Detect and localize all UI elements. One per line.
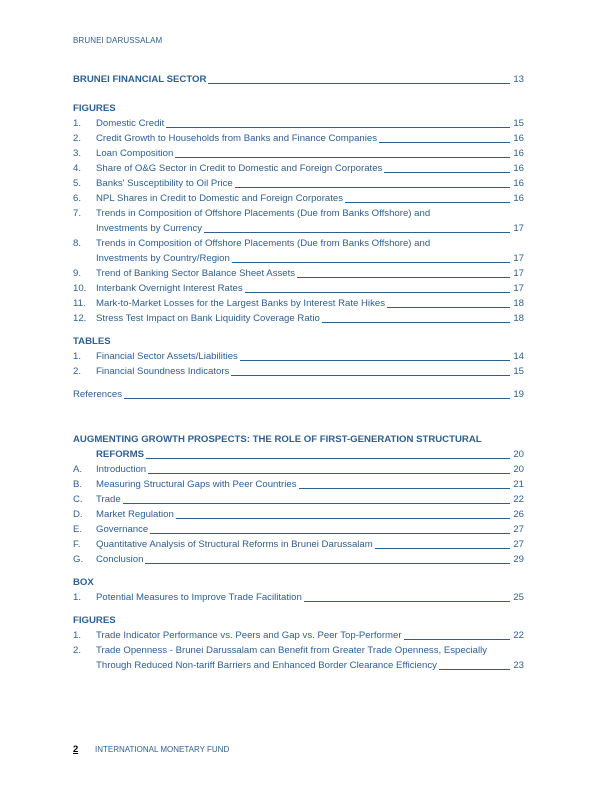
entry-title: Financial Soundness Indicators [96, 366, 230, 377]
entry-title: Measuring Structural Gaps with Peer Countries [96, 479, 297, 490]
entry-title: Credit Growth to Households from Banks and Finance Companies [96, 133, 378, 144]
entry-number: 2. [73, 645, 82, 656]
entry-title: Domestic Credit [96, 118, 165, 129]
entry-title: Governance [96, 524, 149, 535]
entry-number: 1. [73, 630, 82, 641]
toc-entry-figure[interactable] [73, 191, 524, 206]
toc-entry-figure[interactable] [73, 236, 524, 266]
entry-letter: E. [73, 524, 83, 535]
toc-entry-figure[interactable] [73, 146, 524, 161]
entry-title-line2: Investments by Currency [96, 223, 203, 234]
toc-entry-figure[interactable] [73, 628, 524, 643]
page-number: 16 [513, 163, 524, 174]
entry-title-line2: Investments by Country/Region [96, 253, 230, 264]
dot-leader [232, 262, 510, 263]
entry-number: 5. [73, 178, 82, 189]
footer-publisher: INTERNATIONAL MONETARY FUND [95, 745, 230, 754]
dot-leader [176, 518, 510, 519]
page-number: 15 [513, 366, 524, 377]
toc-entry-subsection[interactable] [73, 492, 524, 507]
page-number: 16 [513, 133, 524, 144]
section-title: BRUNEI FINANCIAL SECTOR [73, 74, 207, 85]
page-number: 20 [513, 464, 524, 475]
entry-title: Mark-to-Market Losses for the Largest Banks by Interest Rate Hikes [96, 298, 385, 309]
dot-leader [299, 488, 511, 489]
entry-title: Banks' Susceptibility to Oil Price [96, 178, 233, 189]
entry-title: Potential Measures to Improve Trade Facilitation [96, 592, 302, 603]
page-number: 19 [513, 389, 524, 400]
dot-leader [439, 669, 510, 670]
page-number: 21 [513, 479, 524, 490]
toc-entry-subsection[interactable] [73, 522, 524, 537]
entry-title: Conclusion [96, 554, 144, 565]
page-number: 26 [513, 509, 524, 520]
toc-entry-subsection[interactable] [73, 537, 524, 552]
dot-leader [322, 322, 510, 323]
page-number: 20 [513, 449, 524, 460]
page-number: 16 [513, 193, 524, 204]
dot-leader [124, 398, 510, 399]
toc-entry-subsection[interactable] [73, 477, 524, 492]
dot-leader [166, 127, 510, 128]
entry-number: 10. [73, 283, 87, 294]
dot-leader [304, 601, 510, 602]
page-number: 22 [513, 494, 524, 505]
running-head: BRUNEI DARUSSALAM [73, 36, 163, 45]
tables-heading: TABLES [73, 336, 111, 347]
dot-leader [297, 277, 510, 278]
toc-entry-table[interactable] [73, 364, 524, 379]
entry-number: 4. [73, 163, 82, 174]
dot-leader [145, 563, 510, 564]
toc-entry-figure[interactable] [73, 131, 524, 146]
toc-entry-figure[interactable] [73, 116, 524, 131]
entry-title: Interbank Overnight Interest Rates [96, 283, 243, 294]
entry-title: Loan Composition [96, 148, 174, 159]
page-number: 15 [513, 118, 524, 129]
entry-title: Financial Sector Assets/Liabilities [96, 351, 238, 362]
entry-number: 3. [73, 148, 82, 159]
dot-leader [204, 232, 510, 233]
dot-leader [240, 360, 510, 361]
entry-number: 11. [73, 298, 86, 309]
dot-leader [245, 292, 510, 293]
page-number: 16 [513, 148, 524, 159]
entry-title: Introduction [96, 464, 147, 475]
entry-letter: C. [73, 494, 83, 505]
dot-leader [384, 172, 510, 173]
table-of-contents [73, 72, 524, 673]
entry-title: Trade [96, 494, 121, 505]
page-number: 23 [513, 660, 524, 671]
dot-leader [404, 639, 510, 640]
page-number: 27 [513, 524, 524, 535]
dot-leader [387, 307, 510, 308]
dot-leader [123, 503, 510, 504]
entry-number: 1. [73, 118, 82, 129]
entry-title: Quantitative Analysis of Structural Reforms in Brunei Darussalam [96, 539, 373, 550]
dot-leader [146, 458, 510, 459]
entry-title: Trend of Banking Sector Balance Sheet Assets [96, 268, 296, 279]
entry-title-line2: Through Reduced Non-tariff Barriers and Enhanced Border Clearance Efficiency [96, 660, 437, 671]
toc-entry-table[interactable] [73, 349, 524, 364]
toc-entry-subsection[interactable] [73, 507, 524, 522]
entry-number: 6. [73, 193, 82, 204]
page-number: 16 [513, 178, 524, 189]
page-number: 17 [513, 268, 524, 279]
entry-number: 2. [73, 133, 82, 144]
entry-letter: B. [73, 479, 83, 490]
page-number: 17 [513, 223, 524, 234]
page-number: 29 [513, 554, 524, 565]
entry-title-line1: Trade Openness - Brunei Darussalam can Benefit from Greater Trade Openness, Especially [96, 645, 488, 656]
dot-leader [345, 202, 510, 203]
toc-entry-figure[interactable] [73, 206, 524, 236]
toc-entry-subsection[interactable] [73, 552, 524, 567]
toc-entry-figure[interactable] [73, 296, 524, 311]
entry-number: 8. [73, 238, 82, 249]
entry-number: 2. [73, 366, 82, 377]
entry-number: 1. [73, 351, 82, 362]
toc-entry-figure[interactable] [73, 161, 524, 176]
entry-number: 12. [73, 313, 87, 324]
page-number: 25 [513, 592, 524, 603]
toc-entry-figure[interactable] [73, 281, 524, 296]
entry-title: Stress Test Impact on Bank Liquidity Coverage Ratio [96, 313, 320, 324]
entry-number: 7. [73, 208, 82, 219]
dot-leader [375, 548, 510, 549]
entry-title-line1: Trends in Composition of Offshore Placements (Due from Banks Offshore) and [96, 238, 431, 249]
dot-leader [150, 533, 510, 534]
dot-leader [208, 83, 510, 84]
page-footer [73, 744, 229, 755]
entry-number: 1. [73, 592, 82, 603]
entry-letter: G. [73, 554, 84, 565]
toc-entry-references[interactable] [73, 387, 524, 402]
figures-heading: FIGURES [73, 103, 116, 114]
entry-title: References [73, 389, 123, 400]
box-heading: BOX [73, 577, 94, 588]
page-number: 18 [513, 313, 524, 324]
page-number: 13 [513, 74, 524, 85]
toc-entry-figure[interactable] [73, 176, 524, 191]
toc-entry-box[interactable] [73, 590, 524, 605]
entry-number: 9. [73, 268, 82, 279]
entry-title: Market Regulation [96, 509, 174, 520]
toc-entry-figure[interactable] [73, 266, 524, 281]
toc-section-structural-reforms[interactable] [73, 432, 524, 462]
page-number: 22 [513, 630, 524, 641]
entry-title: NPL Shares in Credit to Domestic and Foreign Corporates [96, 193, 344, 204]
dot-leader [235, 187, 510, 188]
footer-page-number: 2 [73, 744, 79, 755]
entry-letter: F. [73, 539, 81, 550]
section-title-line1: AUGMENTING GROWTH PROSPECTS: THE ROLE OF FIRST-GENERATION STRUCTURAL [73, 434, 482, 445]
dot-leader [231, 375, 510, 376]
entry-letter: A. [73, 464, 83, 475]
dot-leader [175, 157, 510, 158]
entry-title: Share of O&G Sector in Credit to Domestic and Foreign Corporates [96, 163, 383, 174]
toc-entry-figure[interactable] [73, 643, 524, 673]
dot-leader [379, 142, 510, 143]
section-title-line2: REFORMS [96, 449, 144, 460]
figures-heading: FIGURES [73, 615, 116, 626]
toc-entry-subsection[interactable] [73, 462, 524, 477]
page-number: 14 [513, 351, 524, 362]
entry-letter: D. [73, 509, 83, 520]
page-number: 18 [513, 298, 524, 309]
entry-title: Trade Indicator Performance vs. Peers and Gap vs. Peer Top-Performer [96, 630, 402, 641]
page-number: 27 [513, 539, 524, 550]
page-number: 17 [513, 283, 524, 294]
dot-leader [148, 473, 510, 474]
page-number: 17 [513, 253, 524, 264]
toc-section-financial-sector[interactable] [73, 72, 524, 87]
toc-entry-figure[interactable] [73, 311, 524, 326]
entry-title-line1: Trends in Composition of Offshore Placements (Due from Banks Offshore) and [96, 208, 431, 219]
